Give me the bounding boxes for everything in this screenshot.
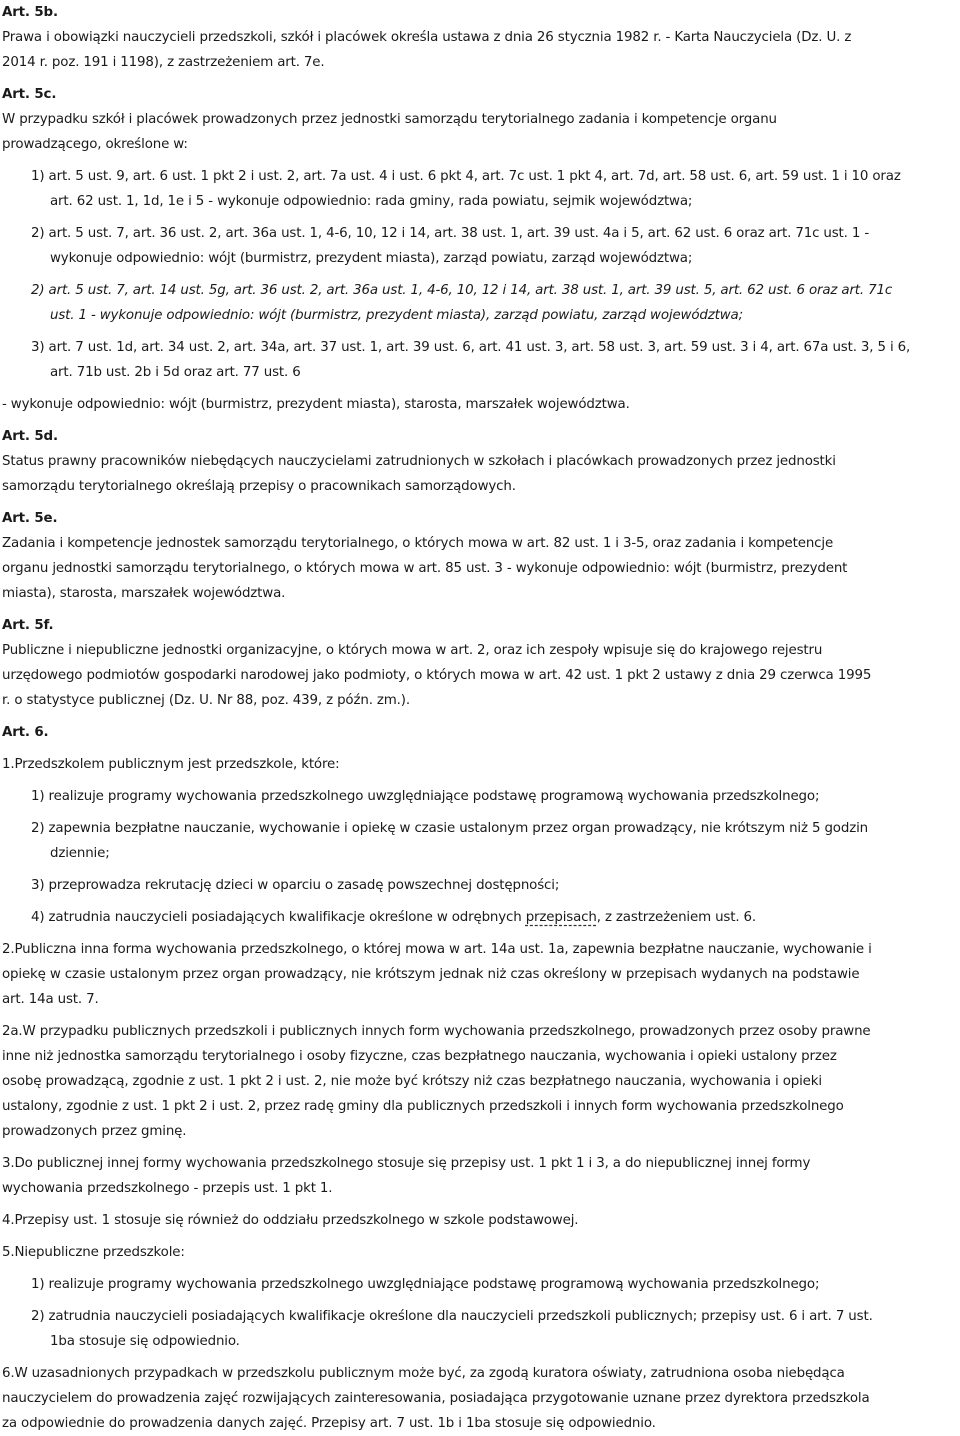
paragraph-line: wychowania przedszkolnego - przepis ust. 1 pkt 1. — [2, 1181, 333, 1196]
list-item: 1) realizuje programy wychowania przedszkolnego uwzględniające podstawę programową wychowania przedszkolnego; — [31, 1277, 820, 1292]
heading-art-6: Art. 6. — [2, 725, 49, 740]
list-item-continuation: wykonuje odpowiednio: wójt (burmistrz, prezydent miasta), zarząd powiatu, zarząd województwa; — [50, 251, 693, 266]
paragraph-line: Status prawny pracowników niebędących nauczycielami zatrudnionych w szkołach i placówkach prowadzonych przez jednostki — [2, 454, 836, 469]
paragraph-line: 2.Publiczna inna forma wychowania przedszkolnego, o której mowa w art. 14a ust. 1a, zapewnia bezpłatne nauczanie, wychowanie i — [2, 942, 872, 957]
paragraph-line: prowadzonych przez gminę. — [2, 1124, 187, 1139]
paragraph-line: Zadania i kompetencje jednostek samorządu terytorialnego, o których mowa w art. 82 ust. 1 i 3-5, oraz zadania i kompetencje — [2, 536, 834, 551]
list-item: 2) zapewnia bezpłatne nauczanie, wychowanie i opiekę w czasie ustalonym przez organ prowadzący, nie krótszym niż 5 godzin — [31, 821, 868, 836]
paragraph-line: ustalony, zgodnie z ust. 1 pkt 2 i ust. 2, przez radę gminy dla publicznych przedszkoli i innych form wychowania przedszkolnego — [2, 1099, 844, 1114]
list-item: 3) art. 7 ust. 1d, art. 34 ust. 2, art. 34a, art. 37 ust. 1, art. 39 ust. 6, art. 41 ust. 3, art. 58 ust. 3, art. 59 ust. 3 i 4, art. 67a ust. 3, 5 i 6, — [31, 340, 911, 355]
paragraph-line: 3.Do publicznej innej formy wychowania przedszkolnego stosuje się przepisy ust. 1 pkt 1 i 3, a do niepublicznej innej formy — [2, 1156, 811, 1171]
paragraph-line: W przypadku szkół i placówek prowadzonych przez jednostki samorządu terytorialnego zadania i kompetencje organu — [2, 112, 777, 127]
list-item-text: , z zastrzeżeniem ust. 6. — [596, 910, 757, 925]
paragraph-line: 6.W uzasadnionych przypadkach w przedszkolu publicznym może być, za zgodą kuratora oświaty, zatrudniona osoba niebędąca — [2, 1366, 845, 1381]
paragraph-line: urzędowego podmiotów gospodarki narodowej jako podmioty, o których mowa w art. 42 ust. 1 pkt 2 ustawy z dnia 29 czerwca 1995 — [2, 668, 872, 683]
przepisach-link[interactable]: przepisach — [525, 910, 597, 925]
heading-art-5c: Art. 5c. — [2, 87, 57, 102]
paragraph-line: miasta), starosta, marszałek województwa. — [2, 586, 286, 601]
heading-art-5f: Art. 5f. — [2, 618, 54, 633]
paragraph-line: nauczycielem do prowadzenia zajęć rozwijających zainteresowania, posiadająca przygotowanie uznane przez dyrektora przedszkola — [2, 1391, 870, 1406]
list-item-text: 4) zatrudnia nauczycieli posiadających kwalifikacje określone w odrębnych — [31, 910, 526, 925]
paragraph-line: r. o statystyce publicznej (Dz. U. Nr 88, poz. 439, z późn. zm.). — [2, 693, 410, 708]
paragraph-line: za odpowiednie do prowadzenia danych zajęć. Przepisy art. 7 ust. 1b i 1ba stosuje się odpowiednio. — [2, 1416, 656, 1431]
paragraph-line: Publiczne i niepubliczne jednostki organizacyjne, o których mowa w art. 2, oraz ich zespoły wpisuje się do krajowego rejestru — [2, 643, 823, 658]
paragraph-line: 1.Przedszkolem publicznym jest przedszkole, które: — [2, 757, 340, 772]
heading-art-5b: Art. 5b. — [2, 5, 58, 20]
list-item-continuation: 1ba stosuje się odpowiednio. — [50, 1334, 240, 1349]
heading-art-5e: Art. 5e. — [2, 511, 58, 526]
paragraph-line: art. 14a ust. 7. — [2, 992, 99, 1007]
list-item-continuation: dziennie; — [50, 846, 110, 861]
list-item — [2, 905, 958, 930]
paragraph-line: prowadzącego, określone w: — [2, 137, 188, 152]
paragraph-line: - wykonuje odpowiednio: wójt (burmistrz, prezydent miasta), starosta, marszałek województwa. — [2, 397, 630, 412]
list-item: 3) przeprowadza rekrutację dzieci w oparciu o zasadę powszechnej dostępności; — [31, 878, 560, 893]
list-item: 2) art. 5 ust. 7, art. 14 ust. 5g, art. 36 ust. 2, art. 36a ust. 1, 4-6, 10, 12 i 14, art. 38 ust. 1, art. 39 ust. 5, art. 62 ust. 6 oraz art. 71c — [31, 283, 893, 298]
paragraph-line: opiekę w czasie ustalonym przez organ prowadzący, nie krótszym jednak niż czas określony w przepisach wydanych na podstawie — [2, 967, 860, 982]
list-item: 1) realizuje programy wychowania przedszkolnego uwzględniające podstawę programową wychowania przedszkolnego; — [31, 789, 820, 804]
paragraph-line: osobę prowadzącą, zgodnie z ust. 1 pkt 2 i ust. 2, nie może być krótszy niż czas bezpłatnego nauczania, wychowania i opieki — [2, 1074, 822, 1089]
list-item: 1) art. 5 ust. 9, art. 6 ust. 1 pkt 2 i ust. 2, art. 7a ust. 4 i ust. 6 pkt 4, art. 7c ust. 1 pkt 4, art. 7d, art. 58 ust. 6, art. 59 ust. 1 i 10 oraz — [31, 169, 901, 184]
paragraph-line: 2a.W przypadku publicznych przedszkoli i publicznych innych form wychowania przedszkolnego, prowadzonych przez osoby prawne — [2, 1024, 871, 1039]
paragraph-line: 5.Niepubliczne przedszkole: — [2, 1245, 185, 1260]
list-item: 2) zatrudnia nauczycieli posiadających kwalifikacje określone dla nauczycieli przedszkoli publicznych; przepisy ust. 6 i art. 7 ust. — [31, 1309, 873, 1324]
paragraph-line: 2014 r. poz. 191 i 1198), z zastrzeżeniem art. 7e. — [2, 55, 325, 70]
list-item-continuation: art. 62 ust. 1, 1d, 1e i 5 - wykonuje odpowiednio: rada gminy, rada powiatu, sejmik województwa; — [50, 194, 693, 209]
paragraph-line: Prawa i obowiązki nauczycieli przedszkoli, szkół i placówek określa ustawa z dnia 26 stycznia 1982 r. - Karta Nauczyciela (Dz. U. z — [2, 30, 852, 45]
paragraph-line: 4.Przepisy ust. 1 stosuje się również do oddziału przedszkolnego w szkole podstawowej. — [2, 1213, 579, 1228]
heading-art-5d: Art. 5d. — [2, 429, 58, 444]
paragraph-line: inne niż jednostka samorządu terytorialnego i osoby fizyczne, czas bezpłatnego nauczania, wychowania i opieki ustalony przez — [2, 1049, 837, 1064]
list-item-continuation: art. 71b ust. 2b i 5d oraz art. 77 ust. 6 — [50, 365, 301, 380]
paragraph-line: organu jednostki samorządu terytorialnego, o których mowa w art. 85 ust. 3 - wykonuje odpowiednio: wójt (burmistrz, prezydent — [2, 561, 848, 576]
paragraph-line: samorządu terytorialnego określają przepisy o pracownikach samorządowych. — [2, 479, 516, 494]
list-item-continuation: ust. 1 - wykonuje odpowiednio: wójt (burmistrz, prezydent miasta), zarząd powiatu, zarząd województwa; — [50, 308, 743, 323]
list-item: 2) art. 5 ust. 7, art. 36 ust. 2, art. 36a ust. 1, 4-6, 10, 12 i 14, art. 38 ust. 1, art. 39 ust. 4a i 5, art. 62 ust. 6 oraz art. 71c ust. 1 - — [31, 226, 870, 241]
